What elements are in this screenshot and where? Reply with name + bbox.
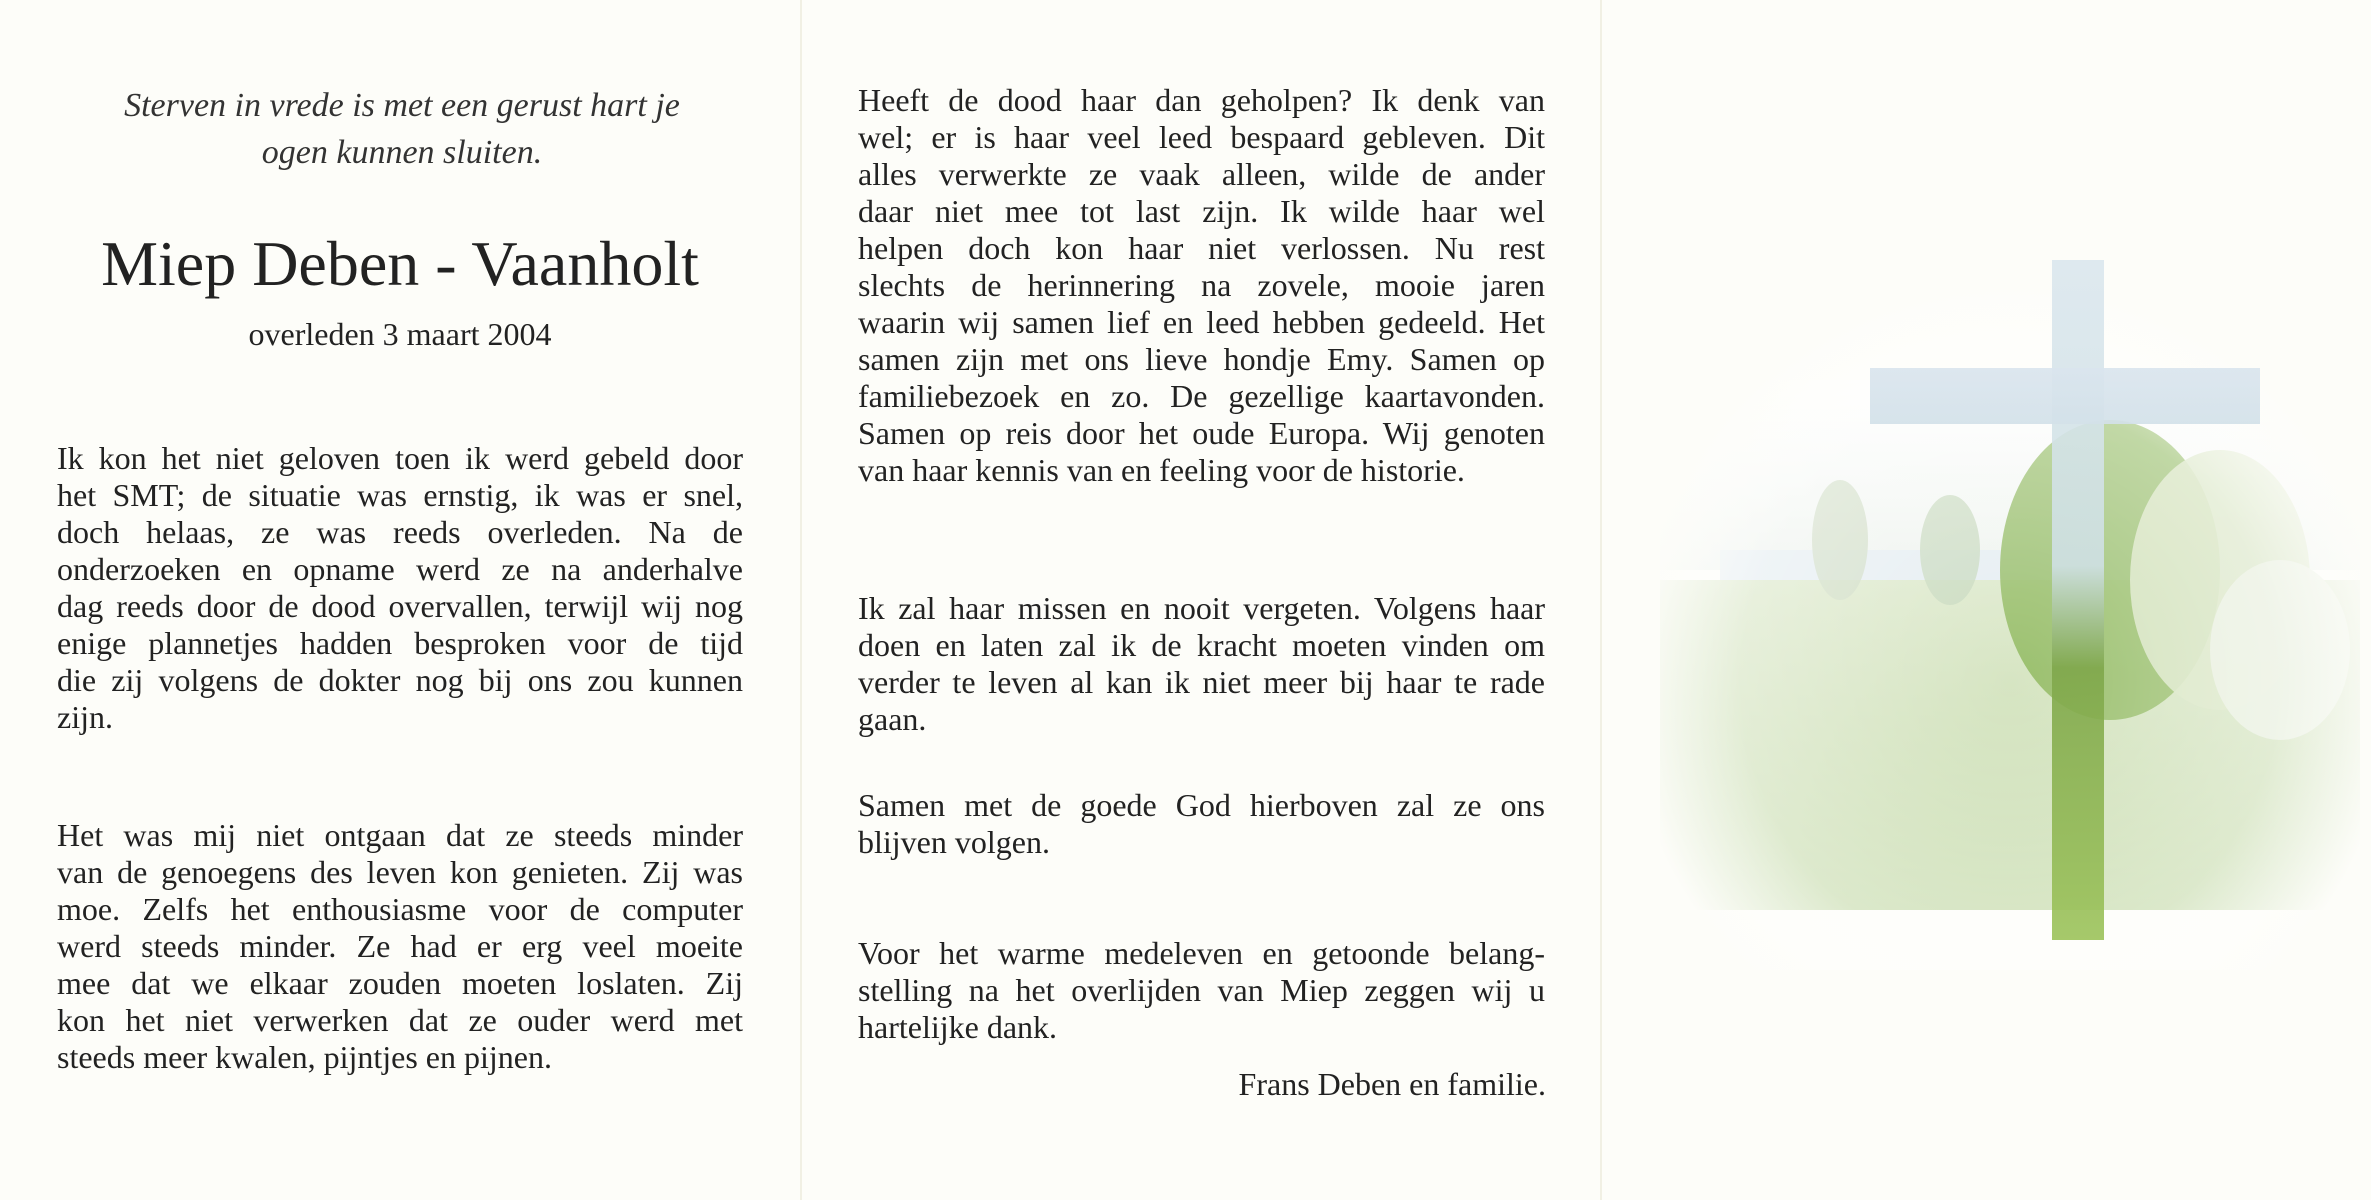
- quote-line: ogen kunnen sluiten.: [261, 134, 543, 171]
- text-paragraph: [858, 82, 1545, 489]
- text-line: steeds meer kwalen, pijntjes en pijnen.: [57, 1039, 552, 1075]
- vignette: [1660, 250, 2360, 970]
- text-line: kon het niet verwerken dat ze ouder werd met: [57, 1002, 743, 1038]
- text-line: Ik kon het niet geloven toen ik werd gebeld door: [57, 440, 743, 476]
- text-line: mee dat we elkaar zouden moeten loslaten. Zij: [57, 965, 743, 1001]
- text-line: werd steeds minder. Ze had er erg veel moeite: [57, 928, 743, 964]
- text-line: helpen doch kon haar niet verlossen. Nu rest: [858, 230, 1545, 266]
- quote-line: Sterven in vrede is met een gerust hart je: [124, 87, 680, 124]
- text-line: waarin wij samen lief en leed hebben gedeeld. Het: [858, 304, 1545, 340]
- text-line: het SMT; de situatie was ernstig, ik was er snel,: [57, 477, 743, 513]
- text-line: alles verwerkte ze vaak alleen, wilde de ander: [858, 156, 1545, 192]
- text-line: samen zijn met ons lieve hondje Emy. Samen op: [858, 341, 1545, 377]
- thank-you-paragraph: [858, 935, 1545, 1046]
- text-paragraph: [57, 817, 743, 1076]
- text-line: stelling na het overlijden van Miep zeggen wij u: [858, 972, 1545, 1008]
- text-line: Voor het warme medeleven en getoonde belang-: [858, 935, 1545, 971]
- opening-quote: [62, 82, 742, 176]
- cross-vertical: [2052, 260, 2104, 940]
- text-line: gaan.: [858, 701, 927, 737]
- text-paragraph: [858, 787, 1545, 861]
- signature: Frans Deben en familie.: [1238, 1066, 1546, 1102]
- cross-landscape-image: [1660, 250, 2360, 970]
- text-line: Heeft de dood haar dan geholpen? Ik denk van: [858, 82, 1545, 118]
- text-line: doch helaas, ze was reeds overleden. Na de: [57, 514, 743, 550]
- text-paragraph: [858, 590, 1545, 738]
- text-line: Samen met de goede God hierboven zal ze ons: [858, 787, 1545, 823]
- text-line: verder te leven al kan ik niet meer bij haar te rade: [858, 664, 1545, 700]
- text-line: van haar kennis van en feeling voor de historie.: [858, 452, 1465, 488]
- middle-page: [800, 0, 1600, 1200]
- text-line: hartelijke dank.: [858, 1009, 1058, 1045]
- deceased-name: Miep Deben - Vaanholt: [101, 228, 699, 299]
- fold-line: [1600, 0, 1602, 1200]
- text-line: van de genoegens des leven kon genieten. Zij was: [57, 854, 743, 890]
- text-line: dag reeds door de dood overvallen, terwijl wij nog: [57, 588, 743, 624]
- text-line: enige plannetjes hadden besproken voor de tijd: [57, 625, 743, 661]
- text-line: blijven volgen.: [858, 824, 1050, 860]
- text-line: doen en laten zal ik de kracht moeten vinden om: [858, 627, 1545, 663]
- text-line: die zij volgens de dokter nog bij ons zou kunnen: [57, 662, 743, 698]
- text-line: slechts de herinnering na zovele, mooie jaren: [858, 267, 1545, 303]
- text-line: wel; er is haar veel leed bespaard gebleven. Dit: [858, 119, 1545, 155]
- date-of-death: overleden 3 maart 2004: [248, 316, 552, 352]
- text-line: onderzoeken en opname werd ze na anderhalve: [57, 551, 743, 587]
- text-line: Ik zal haar missen en nooit vergeten. Volgens haar: [858, 590, 1545, 626]
- fold-line: [800, 0, 802, 1200]
- text-line: daar niet mee tot last zijn. Ik wilde haar wel: [858, 193, 1545, 229]
- text-line: moe. Zelfs het enthousiasme voor de computer: [57, 891, 743, 927]
- cross-horizontal: [1870, 368, 2260, 424]
- right-page: [1600, 0, 2371, 1200]
- text-line: Samen op reis door het oude Europa. Wij genoten: [858, 415, 1545, 451]
- left-page: [0, 0, 800, 1200]
- text-line: familiebezoek en zo. De gezellige kaartavonden.: [858, 378, 1545, 414]
- text-paragraph: [57, 440, 743, 736]
- text-line: zijn.: [57, 699, 113, 735]
- text-line: Het was mij niet ontgaan dat ze steeds minder: [57, 817, 743, 853]
